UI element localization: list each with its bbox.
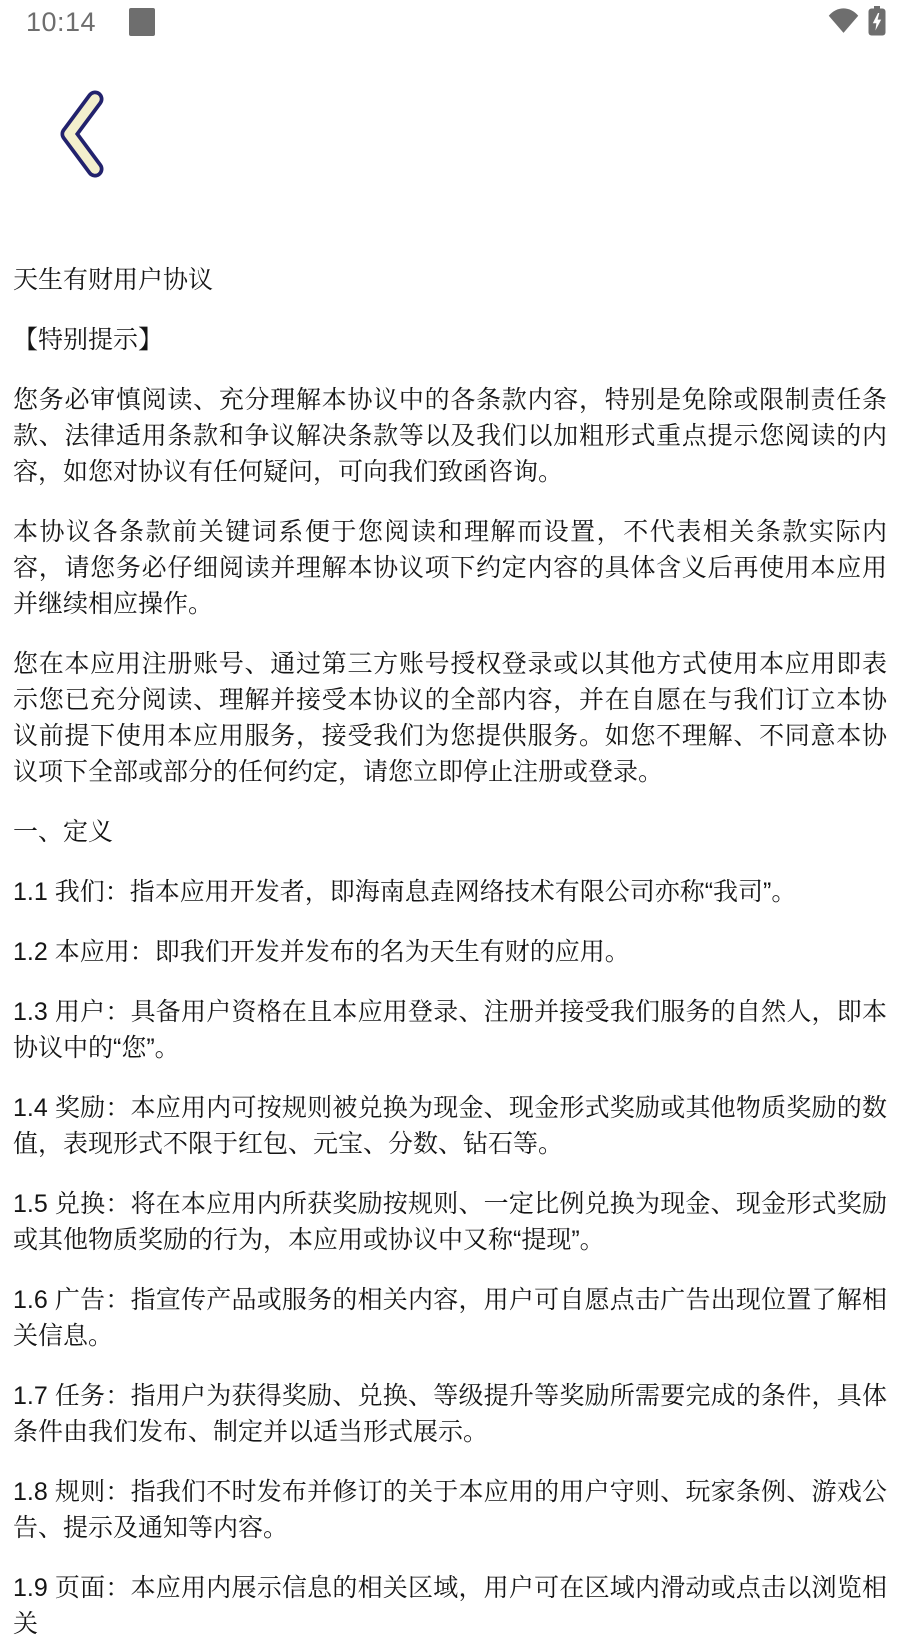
section-heading-definitions: 一、定义 [13, 818, 114, 846]
page-title: 天生有财用户协议 [13, 266, 214, 294]
clause-1-4: 1.4 奖励：本应用内可按规则被兑换为现金、现金形式奖励或其他物质奖励的数值，表现形式不限于红包、元宝、分数、钻石等。 [13, 1094, 887, 1158]
clause-1-2: 1.2 本应用：即我们开发并发布的名为天生有财的应用。 [13, 938, 630, 966]
chevron-left-icon [54, 88, 112, 180]
clause-1-7: 1.7 任务：指用户为获得奖励、兑换、等级提升等奖励所需要完成的条件，具体条件由我们发布、制定并以适当形式展示。 [13, 1382, 887, 1446]
status-bar [0, 0, 900, 40]
back-button[interactable] [54, 88, 112, 180]
clause-1-3: 1.3 用户：具备用户资格在且本应用登录、注册并接受我们服务的自然人，即本协议中的“您”。 [13, 998, 887, 1062]
special-notice-heading: 【特别提示】 [13, 326, 164, 354]
clause-1-8: 1.8 规则：指我们不时发布并修订的关于本应用的用户守则、玩家条例、游戏公告、提示及通知等内容。 [13, 1478, 887, 1542]
battery-charging-icon [868, 6, 886, 36]
agreement-document[interactable] [0, 262, 900, 1642]
clause-1-9: 1.9 页面：本应用内展示信息的相关区域，用户可在区域内滑动或点击以浏览相关 [13, 1574, 887, 1638]
clause-1-6: 1.6 广告：指宣传产品或服务的相关内容，用户可自愿点击广告出现位置了解相关信息。 [13, 1286, 887, 1350]
paragraph: 您在本应用注册账号、通过第三方账号授权登录或以其他方式使用本应用即表示您已充分阅读、理解并接受本协议的全部内容，并在自愿在与我们订立本协议前提下使用本应用服务，接受我们为您提供服务。如您不理解、不同意本协议项下全部或部分的任何约定，请您立即停止注册或登录。 [13, 650, 887, 786]
notification-square-icon [129, 8, 155, 36]
status-time: 10:14 [26, 6, 97, 37]
clause-1-1: 1.1 我们：指本应用开发者，即海南息垚网络技术有限公司亦称“我司”。 [13, 878, 797, 906]
clause-1-5: 1.5 兑换：将在本应用内所获奖励按规则、一定比例兑换为现金、现金形式奖励或其他物质奖励的行为，本应用或协议中又称“提现”。 [13, 1190, 887, 1254]
wifi-icon [828, 8, 859, 34]
paragraph: 您务必审慎阅读、充分理解本协议中的各条款内容，特别是免除或限制责任条款、法律适用条款和争议解决条款等以及我们以加粗形式重点提示您阅读的内容，如您对协议有任何疑问，可向我们致函咨询。 [13, 386, 887, 486]
paragraph: 本协议各条款前关键词系便于您阅读和理解而设置，不代表相关条款实际内容，请您务必仔细阅读并理解本协议项下约定内容的具体含义后再使用本应用并继续相应操作。 [13, 518, 887, 618]
